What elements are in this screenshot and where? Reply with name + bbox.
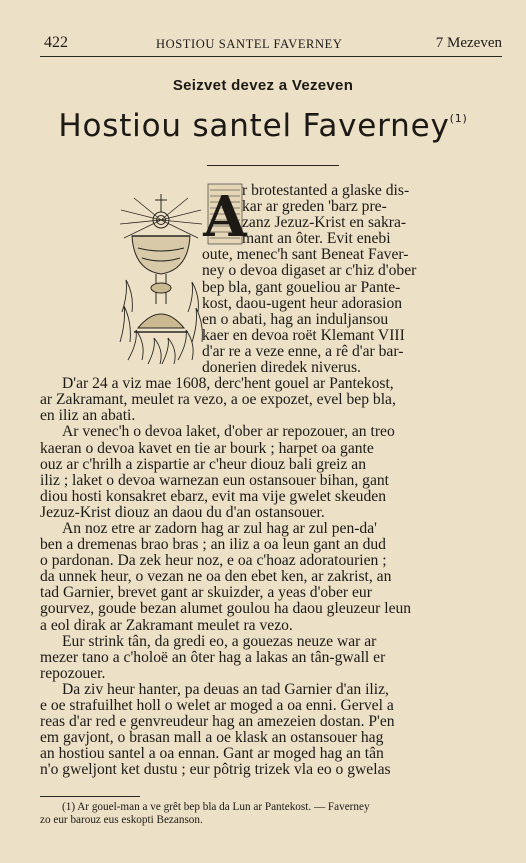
text-line: Eur strink tân, da gredi eo, a gouezas neuze war ar [62, 632, 377, 650]
text-line: Ar venec'h o devoa laket, d'ober ar repozouer, an treo [62, 423, 395, 441]
text-line: o pardonan. Da zek heur noz, e oa c'hoaz adoratourien ; [40, 552, 387, 570]
text-line: n'o gweljont ket dustu ; eur pôtrig trizek vla eo o gwelas [40, 761, 391, 779]
text-line: An noz etre ar zadorn hag ar zul hag ar zul pen-da' [62, 519, 377, 537]
title-rule [207, 165, 339, 166]
text-line: kaer en devoa roët Klemant VIII [202, 326, 405, 344]
text-line: gourvez, goude bezan alumet goulou ha daou gleuzeur leun [40, 600, 412, 618]
text-line: ney o devoa digaset ar c'hiz d'ober [202, 262, 417, 280]
text-line: en iliz an abati. [40, 407, 136, 425]
footnote-line: (1) Ar gouel-man a ve grêt bep bla da Lun ar Pantekost. — Faverney [62, 801, 370, 813]
text-line: Da ziv heur hanter, pa deuas an tad Garnier d'an iliz, [62, 680, 389, 698]
text-line: ouz ar c'hrilh a zispartie ar c'heur diouz bali greiz an [40, 455, 366, 473]
text-line: donerien diredek niverus. [202, 359, 361, 377]
text-line: ben a dremenas brao bras ; an iliz a oa leun gant an dud [40, 536, 386, 554]
footnote-line: zo eur barouz eus eskopti Bezanson. [40, 813, 203, 826]
text-line: da unnek heur, o vezan ne oa den ebet ken, ar zakrist, an [40, 568, 392, 586]
text-line: kaeran o devoa kavet en tie ar bourk ; harpet oa gante [40, 439, 374, 457]
article-body [40, 183, 500, 778]
text-line: e oe strafuilhet holl o welet ar moged a oa enni. Gervel a [40, 697, 394, 714]
text-line: bep bla, gant goueliou ar Pante- [202, 278, 401, 296]
text-line: en o abati, hag an induljansou [202, 310, 389, 328]
text-line: ar Zakramant, meulet ra vezo, a oe expozet, evel bep bla, [40, 391, 396, 409]
text-line: mant an ôter. Evit enebi [242, 230, 391, 248]
text-line: an hostiou santel a oa ennan. Gant ar moged hag an tân [40, 745, 384, 763]
text-line: tad Garnier, brevet gant ar skuizder, a yeas d'ober eur [40, 584, 372, 602]
text-line: Jezuz-Krist diouz an daou du d'an ostansouer. [40, 503, 325, 521]
text-line: kar ar greden 'barz pre- [242, 198, 387, 216]
text-line: em gavjont, o brasan mall a oe klask an ostansouer hag [40, 729, 384, 747]
footnote-rule [40, 796, 140, 797]
text-line: D'ar 24 a viz mae 1608, derc'hent gouel ar Pantekost, [62, 375, 394, 393]
text-line: reas d'ar red e genvreudeur hag an amezeien dostan. P'en [40, 713, 395, 731]
text-line: repozouer. [40, 664, 106, 682]
page-number: 422 [44, 34, 68, 51]
page-header [40, 34, 502, 57]
text-line: a eol dirak ar Zakramant meulet ra vezo. [40, 616, 293, 634]
text-line: kost, daou-ugent heur adorasion [202, 294, 403, 312]
text-line: diou hosti konsakret ebarz, evit ma vije gwelet skeuden [40, 487, 386, 505]
title-footnote-marker: (1) [449, 112, 468, 125]
text-line: iliz ; laket o devoa warnezan eun ostansouer bihan, gant [40, 471, 390, 489]
text-line: d'ar re a veze enne, a rê d'ar bar- [202, 342, 404, 360]
section-title: Seizvet devez a Vezeven [172, 77, 354, 94]
text-line: zanz Jezuz-Krist en sakra- [242, 214, 407, 232]
text-line: oute, menec'h sant Beneat Faver- [202, 246, 409, 264]
header-date: 7 Mezeven [435, 35, 502, 51]
text-line: mezer tano a c'holoë an ôter hag a lakas an tân-gwall er [40, 648, 386, 666]
footnote [40, 801, 510, 826]
text-line: r brotestanted a glaske dis- [242, 182, 410, 199]
page-title [0, 108, 526, 144]
dropcap-char: A [203, 184, 247, 250]
title-text: Hostiou santel Faverney [58, 108, 450, 144]
running-title: HOSTIOU SANTEL FAVERNEY [156, 37, 343, 51]
